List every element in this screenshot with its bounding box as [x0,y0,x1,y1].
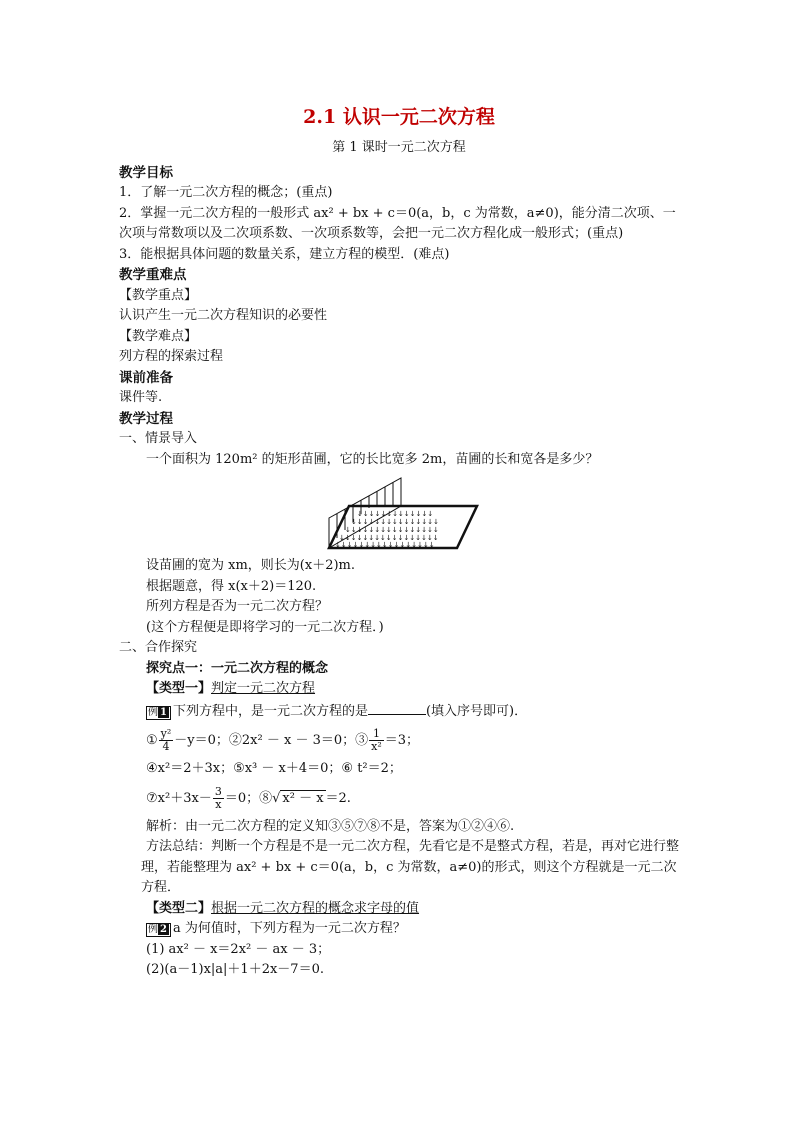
type2-label: 【类型二】 [146,900,212,916]
svg-text:↓↓↓↓↓↓↓↓↓↓↓↓↓↓↓↓: ↓↓↓↓↓↓↓↓↓↓↓↓↓↓↓↓ [345,526,439,534]
page-subtitle: 第 1 课时一元二次方程 [332,140,466,155]
section-heading-process: 教学过程 [119,410,173,427]
equation-row-2: ④x²＝2＋3x；⑤x³ － x＋4＝0；⑥ t²＝2； [146,761,402,776]
solution-line: 所列方程是否为一元二次方程？ [146,599,329,614]
fraction-y2-over-4: $\frac{\text{y²}}{4}$ [160,727,172,753]
svg-text:↓↓↓↓↓↓↓↓↓↓↓↓↓↓↓↓↓: ↓↓↓↓↓↓↓↓↓↓↓↓↓↓↓↓↓ [339,534,439,542]
explore-point-title: 探究点一：一元二次方程的概念 [146,660,329,676]
example1-text-b: (填入序号即可)． [425,703,528,719]
svg-text:↓↓↓↓↓↓↓↓↓↓↓↓↓: ↓↓↓↓↓↓↓↓↓↓↓↓↓ [357,510,434,518]
scenario-text: 一个面积为 120m² 的矩形苗圃，它的长比宽多 2m，苗圃的长和宽各是多少？ [146,451,599,467]
section-heading-keypoints: 教学重难点 [119,267,187,283]
nursery-figure [119,476,679,554]
example2-item: (2)(a－1)x|a|＋1＋2x－7＝0. [146,962,324,977]
solution-line: 根据题意，得 x(x＋2)＝120. [146,578,317,594]
difficulty-text: 列方程的探索过程 [119,349,224,364]
type2-title: 根据一元二次方程的概念求字母的值 [211,900,420,916]
type1-label: 【类型一】 [146,681,212,696]
example2-item: (1) ax² － x＝2x² － ax － 3； [146,941,331,957]
type1-title: 判定一元二次方程 [211,681,316,696]
key-label: 【教学重点】 [119,287,198,303]
example-badge-1: 例 1 [146,706,171,720]
svg-text:↓↓↓↓↓↓↓↓↓↓↓↓↓↓↓: ↓↓↓↓↓↓↓↓↓↓↓↓↓↓↓ [351,518,439,526]
radicand: x² － x [282,790,324,806]
goal-item: 2．掌握一元二次方程的一般形式 ax² + bx + c＝0(a，b，c 为常数，a≠0)，能分清二次项、一次项与常数项以及二次项系数、一次项系数等，会把一元二次方程化成一般形式；(重点) [119,205,676,241]
answer-blank [368,700,426,715]
section-heading-prep: 课前准备 [119,369,173,386]
type2-line [119,899,679,920]
sqrt-sign: √ [272,790,281,806]
example1-text-a: 下列方程中，是一元二次方程的是 [172,703,368,719]
type1-line [119,679,679,700]
page-title: 2.1 认识一元二次方程 [303,106,495,128]
fraction-1-over-x2: $\frac{1}{\text{x²}}$ [371,727,382,753]
prep-text: 课件等. [119,390,163,405]
goal-item: 1．了解一元二次方程的概念；(重点) [119,185,333,200]
analysis-text: 解析：由一元二次方程的定义知③⑤⑦⑧不是，答案为①②④⑥. [146,818,515,834]
solution-line: (这个方程便是即将学习的一元二次方程．) [146,619,384,635]
section1-title: 一、情景导入 [119,431,198,446]
equation-row-1: ① $\frac{\text{y²}}{4}$ －y＝0；②2x² － x － 3＝0；③ $\frac{1}{\text{x²}}$ ＝3； [146,727,420,753]
nursery-illustration [319,476,479,554]
document-content [119,104,679,981]
solution-line: 设苗圃的宽为 xm，则长为(x＋2)m. [146,558,355,573]
example1-line [119,700,679,723]
svg-text:↓↓↓↓↓↓↓↓↓↓↓↓↓↓↓↓↓: ↓↓↓↓↓↓↓↓↓↓↓↓↓↓↓↓↓ [335,541,435,549]
equation-row-3: ⑦x²＋3x－ $\frac{3}{x}$ ＝0；⑧√ x² － x ＝2. [146,784,351,811]
example2-text: a 为何值时，下列方程为一元二次方程？ [172,921,406,936]
fraction-3-over-x: $\frac{3}{x}$ [214,784,222,811]
key-text: 认识产生一元二次方程知识的必要性 [119,308,328,323]
example-badge-2: 例 2 [146,923,171,937]
difficulty-label: 【教学难点】 [119,328,198,344]
section-heading-goals: 教学目标 [119,164,173,181]
example2-line [119,919,679,940]
method-summary: 方法总结：判断一个方程是不是一元二次方程，先看它是不是整式方程，若是，再对它进行整理，若能整理为 ax² + bx + c＝0(a，b，c 为常数，a≠0)的形式，则这个方程就是一元二次方程． [141,839,680,895]
goal-item: 3．能根据具体问题的数量关系，建立方程的模型．(难点) [119,246,450,262]
section2-title: 二、合作探究 [119,640,198,655]
